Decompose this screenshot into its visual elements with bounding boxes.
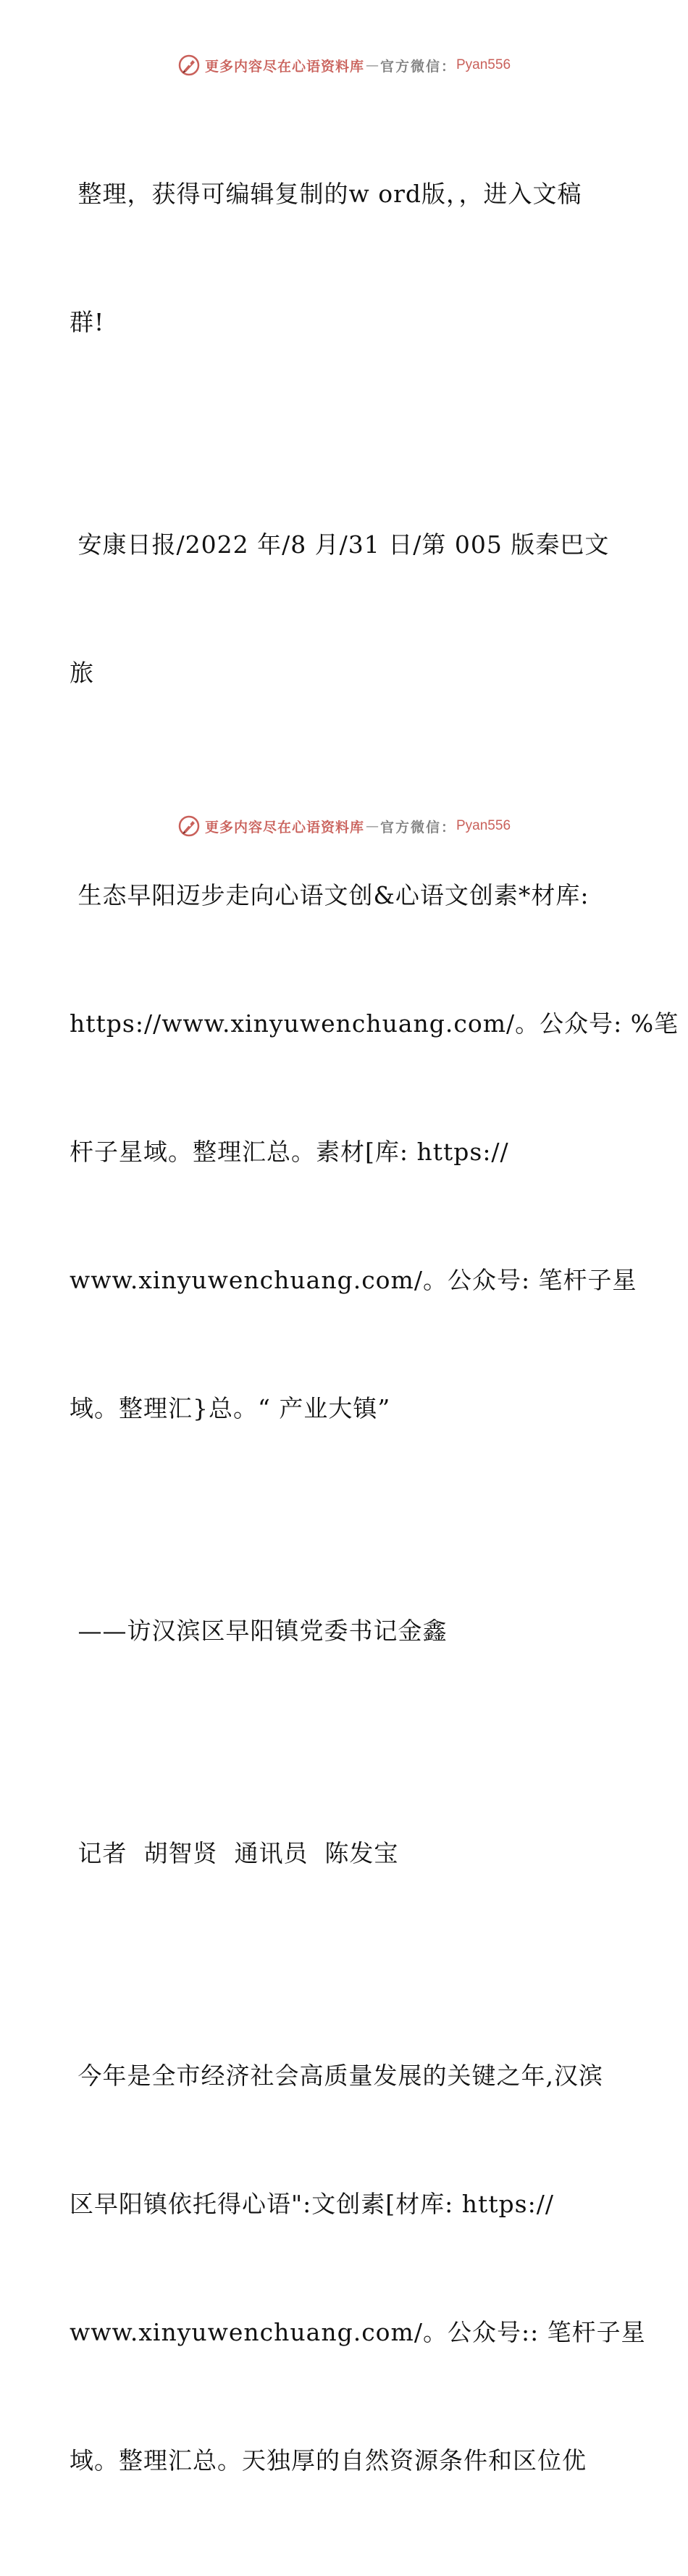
text-line: 域。整理汇}总。“ 产业大镇”: [70, 1394, 391, 1422]
text-line: 安康日报/2022 年/8 月/31 日/第 005 版秦巴文: [70, 530, 610, 559]
text-line: https://www.xinyuwenchuang.com/。公众号: %笔: [70, 1009, 679, 1038]
footer-banner: [0, 812, 688, 841]
text-line: www.xinyuwenchuang.com/。公众号: 笔杆子星: [70, 1266, 637, 1294]
header-banner: [0, 51, 688, 80]
text-line: 域。整理汇总。天独厚的自然资源条件和区位优: [70, 2446, 587, 2475]
banner-official-label: 官方微信：: [379, 819, 456, 835]
pen-logo-icon: [177, 54, 201, 77]
paragraph-intro: [70, 87, 620, 429]
text-line: 杆子星域。整理汇总。素材[库: https://: [70, 1138, 509, 1166]
text-line: www.xinyuwenchuang.com/。公众号:: 笔杆子星: [70, 2318, 646, 2346]
pen-logo-icon: [177, 814, 201, 838]
banner-brand-text: 更多内容尽在心语资料库: [204, 819, 364, 835]
banner-wechat-id: Pyan556: [456, 57, 511, 72]
paragraph-byline: [70, 1746, 620, 1960]
document-body: [70, 87, 679, 2576]
text-line: 整理，获得可编辑复制的w ord版，，进入文稿: [70, 180, 582, 208]
banner-brand-text: 更多内容尽在心语资料库: [204, 58, 364, 75]
paragraph-headline: [70, 788, 679, 1515]
banner-dash: —: [365, 57, 379, 73]
text-line: 群!: [70, 308, 105, 336]
text-line: 区早阳镇依托得心语":文创素[材库: https://: [70, 2190, 554, 2218]
text-line: 今年是全市经济社会高质量发展的关键之年,汉滨: [70, 2062, 603, 2090]
banner-wechat-id: Pyan556: [456, 818, 511, 833]
paragraph-subtitle: [70, 1524, 620, 1738]
banner-official-label: 官方微信：: [379, 58, 456, 75]
banner-dash: —: [365, 818, 379, 834]
text-line: ——访汉滨区早阳镇党委书记金鑫: [70, 1617, 448, 1645]
paragraph-source: [70, 438, 620, 780]
paragraph-body: [70, 1969, 646, 2567]
text-line: 旅: [70, 659, 94, 687]
text-line: 记者 胡智贤 通讯员 陈发宝: [70, 1839, 399, 1867]
text-line: 生态早阳迈步走向心语文创&心语文创素*材库:: [70, 881, 590, 909]
